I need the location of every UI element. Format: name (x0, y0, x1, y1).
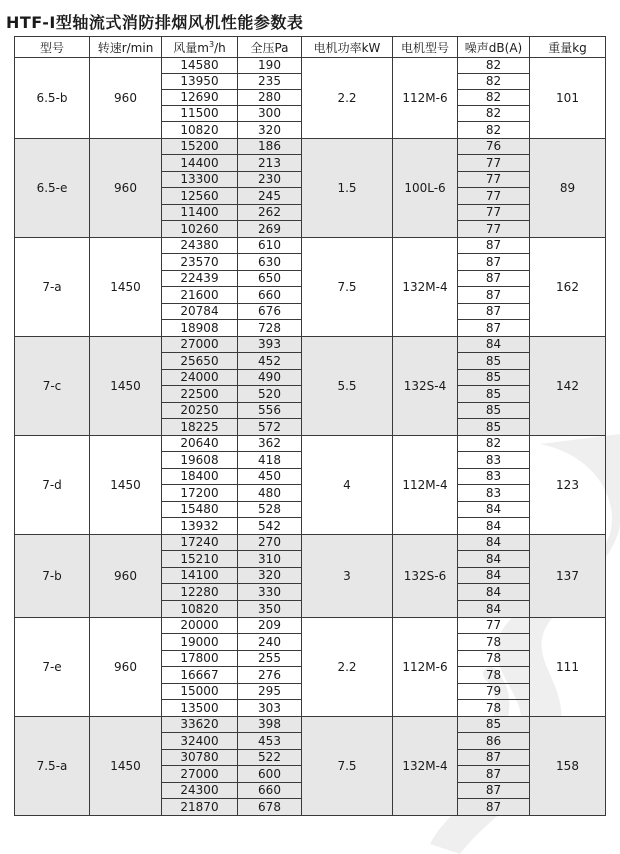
airflow-cell: 18908 (162, 320, 238, 337)
model-cell: 6.5-b (15, 58, 90, 139)
pressure-cell: 280 (238, 90, 302, 106)
pressure-cell: 209 (238, 618, 302, 634)
model-cell: 7-d (15, 436, 90, 535)
power-cell: 3 (302, 535, 393, 618)
speed-cell: 1450 (90, 337, 162, 436)
noise-cell: 84 (458, 568, 530, 584)
weight-cell: 137 (530, 535, 606, 618)
airflow-cell: 33620 (162, 717, 238, 733)
power-cell: 7.5 (302, 238, 393, 337)
pressure-cell: 303 (238, 700, 302, 717)
airflow-cell: 10820 (162, 601, 238, 618)
noise-cell: 87 (458, 799, 530, 816)
noise-cell: 76 (458, 139, 530, 155)
airflow-cell: 12690 (162, 90, 238, 106)
speed-cell: 960 (90, 535, 162, 618)
motor-cell: 112M-6 (393, 618, 458, 717)
motor-cell: 132M-4 (393, 717, 458, 816)
airflow-cell: 12280 (162, 584, 238, 601)
table-row (15, 58, 606, 74)
airflow-header-unit: /h (214, 40, 226, 55)
model-group (15, 436, 606, 535)
airflow-cell: 15000 (162, 684, 238, 700)
noise-cell: 85 (458, 386, 530, 403)
power-cell: 2.2 (302, 58, 393, 139)
airflow-cell: 19608 (162, 452, 238, 469)
airflow-cell: 25650 (162, 353, 238, 370)
pressure-cell: 186 (238, 139, 302, 155)
noise-cell: 84 (458, 337, 530, 353)
airflow-cell: 18400 (162, 469, 238, 485)
noise-cell: 85 (458, 370, 530, 386)
noise-cell: 82 (458, 90, 530, 106)
noise-cell: 87 (458, 238, 530, 254)
airflow-cell: 21600 (162, 287, 238, 304)
pressure-cell: 418 (238, 452, 302, 469)
pressure-cell: 522 (238, 750, 302, 766)
power-cell: 2.2 (302, 618, 393, 717)
noise-cell: 78 (458, 667, 530, 684)
airflow-cell: 24000 (162, 370, 238, 386)
speed-cell: 1450 (90, 436, 162, 535)
table-row (15, 436, 606, 452)
airflow-cell: 14580 (162, 58, 238, 74)
airflow-cell: 17800 (162, 651, 238, 667)
pressure-cell: 398 (238, 717, 302, 733)
airflow-cell: 19000 (162, 634, 238, 651)
table-row (15, 535, 606, 551)
pressure-cell: 262 (238, 205, 302, 221)
noise-cell: 82 (458, 58, 530, 74)
model-group (15, 535, 606, 618)
noise-cell: 85 (458, 419, 530, 436)
table-row (15, 238, 606, 254)
pressure-cell: 269 (238, 221, 302, 238)
motor-cell: 112M-4 (393, 436, 458, 535)
noise-cell: 87 (458, 271, 530, 287)
pressure-cell: 300 (238, 106, 302, 122)
model-group (15, 139, 606, 238)
table-row (15, 717, 606, 733)
motor-cell: 132S-6 (393, 535, 458, 618)
airflow-cell: 13932 (162, 518, 238, 535)
model-cell: 6.5-e (15, 139, 90, 238)
noise-cell: 83 (458, 452, 530, 469)
col-header-power: 电机功率kW (302, 37, 393, 58)
noise-cell: 77 (458, 155, 530, 172)
pressure-cell: 350 (238, 601, 302, 618)
airflow-cell: 17240 (162, 535, 238, 551)
airflow-cell: 24380 (162, 238, 238, 254)
pressure-cell: 610 (238, 238, 302, 254)
table-row (15, 618, 606, 634)
airflow-cell: 20250 (162, 403, 238, 419)
pressure-cell: 235 (238, 74, 302, 90)
airflow-cell: 21870 (162, 799, 238, 816)
airflow-cell: 14400 (162, 155, 238, 172)
airflow-header-sup: 3 (208, 39, 215, 49)
noise-cell: 78 (458, 700, 530, 717)
pressure-cell: 320 (238, 568, 302, 584)
table-header (15, 37, 606, 58)
noise-cell: 77 (458, 188, 530, 205)
pressure-cell: 245 (238, 188, 302, 205)
motor-cell: 132S-4 (393, 337, 458, 436)
model-cell: 7-a (15, 238, 90, 337)
power-cell: 4 (302, 436, 393, 535)
noise-cell: 85 (458, 403, 530, 419)
model-group (15, 618, 606, 717)
pressure-cell: 572 (238, 419, 302, 436)
motor-cell: 132M-4 (393, 238, 458, 337)
noise-cell: 77 (458, 618, 530, 634)
noise-cell: 83 (458, 469, 530, 485)
motor-cell: 100L-6 (393, 139, 458, 238)
noise-cell: 77 (458, 172, 530, 188)
pressure-cell: 542 (238, 518, 302, 535)
airflow-cell: 13950 (162, 74, 238, 90)
pressure-cell: 362 (238, 436, 302, 452)
speed-cell: 1450 (90, 238, 162, 337)
noise-cell: 79 (458, 684, 530, 700)
pressure-cell: 230 (238, 172, 302, 188)
airflow-cell: 32400 (162, 733, 238, 750)
pressure-cell: 630 (238, 254, 302, 271)
airflow-cell: 15210 (162, 551, 238, 568)
noise-cell: 78 (458, 634, 530, 651)
header-row (15, 37, 606, 58)
airflow-cell: 12560 (162, 188, 238, 205)
airflow-cell: 20640 (162, 436, 238, 452)
airflow-cell: 22439 (162, 271, 238, 287)
noise-cell: 84 (458, 535, 530, 551)
pressure-cell: 320 (238, 122, 302, 139)
noise-cell: 82 (458, 122, 530, 139)
noise-cell: 83 (458, 485, 530, 502)
noise-cell: 82 (458, 436, 530, 452)
pressure-cell: 240 (238, 634, 302, 651)
airflow-cell: 24300 (162, 783, 238, 799)
noise-cell: 84 (458, 551, 530, 568)
airflow-cell: 20784 (162, 304, 238, 320)
power-cell: 7.5 (302, 717, 393, 816)
power-cell: 5.5 (302, 337, 393, 436)
pressure-cell: 520 (238, 386, 302, 403)
airflow-cell: 15200 (162, 139, 238, 155)
airflow-cell: 22500 (162, 386, 238, 403)
airflow-cell: 10820 (162, 122, 238, 139)
table-row (15, 337, 606, 353)
pressure-cell: 650 (238, 271, 302, 287)
noise-cell: 77 (458, 205, 530, 221)
model-group (15, 58, 606, 139)
noise-cell: 78 (458, 651, 530, 667)
airflow-cell: 18225 (162, 419, 238, 436)
col-header-noise: 噪声dB(A) (458, 37, 530, 58)
noise-cell: 87 (458, 254, 530, 271)
pressure-cell: 600 (238, 766, 302, 783)
speed-cell: 960 (90, 58, 162, 139)
col-header-model: 型号 (15, 37, 90, 58)
airflow-header-text: 风量m (173, 40, 209, 55)
pressure-cell: 452 (238, 353, 302, 370)
pressure-cell: 480 (238, 485, 302, 502)
pressure-cell: 213 (238, 155, 302, 172)
weight-cell: 158 (530, 717, 606, 816)
noise-cell: 87 (458, 750, 530, 766)
airflow-cell: 10260 (162, 221, 238, 238)
airflow-cell: 17200 (162, 485, 238, 502)
pressure-cell: 676 (238, 304, 302, 320)
model-group (15, 238, 606, 337)
pressure-cell: 528 (238, 502, 302, 518)
airflow-cell: 13300 (162, 172, 238, 188)
pressure-cell: 660 (238, 287, 302, 304)
weight-cell: 123 (530, 436, 606, 535)
model-cell: 7-e (15, 618, 90, 717)
airflow-cell: 11500 (162, 106, 238, 122)
airflow-cell: 11400 (162, 205, 238, 221)
pressure-cell: 255 (238, 651, 302, 667)
noise-cell: 87 (458, 320, 530, 337)
pressure-cell: 660 (238, 783, 302, 799)
speed-cell: 1450 (90, 717, 162, 816)
pressure-cell: 490 (238, 370, 302, 386)
noise-cell: 84 (458, 502, 530, 518)
pressure-cell: 270 (238, 535, 302, 551)
noise-cell: 82 (458, 106, 530, 122)
airflow-cell: 27000 (162, 337, 238, 353)
noise-cell: 87 (458, 766, 530, 783)
col-header-speed: 转速r/min (90, 37, 162, 58)
noise-cell: 84 (458, 601, 530, 618)
airflow-cell: 15480 (162, 502, 238, 518)
speed-cell: 960 (90, 618, 162, 717)
noise-cell: 85 (458, 717, 530, 733)
noise-cell: 77 (458, 221, 530, 238)
col-header-weight: 重量kg (530, 37, 606, 58)
noise-cell: 87 (458, 287, 530, 304)
pressure-cell: 453 (238, 733, 302, 750)
pressure-cell: 393 (238, 337, 302, 353)
col-header-airflow (162, 37, 238, 58)
weight-cell: 89 (530, 139, 606, 238)
pressure-cell: 330 (238, 584, 302, 601)
airflow-cell: 23570 (162, 254, 238, 271)
pressure-cell: 310 (238, 551, 302, 568)
col-header-pressure: 全压Pa (238, 37, 302, 58)
airflow-cell: 27000 (162, 766, 238, 783)
weight-cell: 111 (530, 618, 606, 717)
table-row (15, 139, 606, 155)
weight-cell: 162 (530, 238, 606, 337)
pressure-cell: 556 (238, 403, 302, 419)
noise-cell: 82 (458, 74, 530, 90)
pressure-cell: 450 (238, 469, 302, 485)
weight-cell: 142 (530, 337, 606, 436)
airflow-cell: 16667 (162, 667, 238, 684)
pressure-cell: 678 (238, 799, 302, 816)
power-cell: 1.5 (302, 139, 393, 238)
model-cell: 7-b (15, 535, 90, 618)
motor-cell: 112M-6 (393, 58, 458, 139)
model-cell: 7.5-a (15, 717, 90, 816)
noise-cell: 85 (458, 353, 530, 370)
airflow-cell: 20000 (162, 618, 238, 634)
airflow-cell: 13500 (162, 700, 238, 717)
noise-cell: 86 (458, 733, 530, 750)
weight-cell: 101 (530, 58, 606, 139)
speed-cell: 960 (90, 139, 162, 238)
model-cell: 7-c (15, 337, 90, 436)
pressure-cell: 295 (238, 684, 302, 700)
noise-cell: 84 (458, 584, 530, 601)
model-group (15, 717, 606, 816)
col-header-motor: 电机型号 (393, 37, 458, 58)
pressure-cell: 190 (238, 58, 302, 74)
airflow-cell: 14100 (162, 568, 238, 584)
pressure-cell: 276 (238, 667, 302, 684)
page-title: HTF-Ⅰ型轴流式消防排烟风机性能参数表 (6, 13, 304, 32)
noise-cell: 87 (458, 304, 530, 320)
airflow-cell: 30780 (162, 750, 238, 766)
fan-spec-table (14, 36, 606, 816)
noise-cell: 84 (458, 518, 530, 535)
pressure-cell: 728 (238, 320, 302, 337)
model-group (15, 337, 606, 436)
noise-cell: 87 (458, 783, 530, 799)
